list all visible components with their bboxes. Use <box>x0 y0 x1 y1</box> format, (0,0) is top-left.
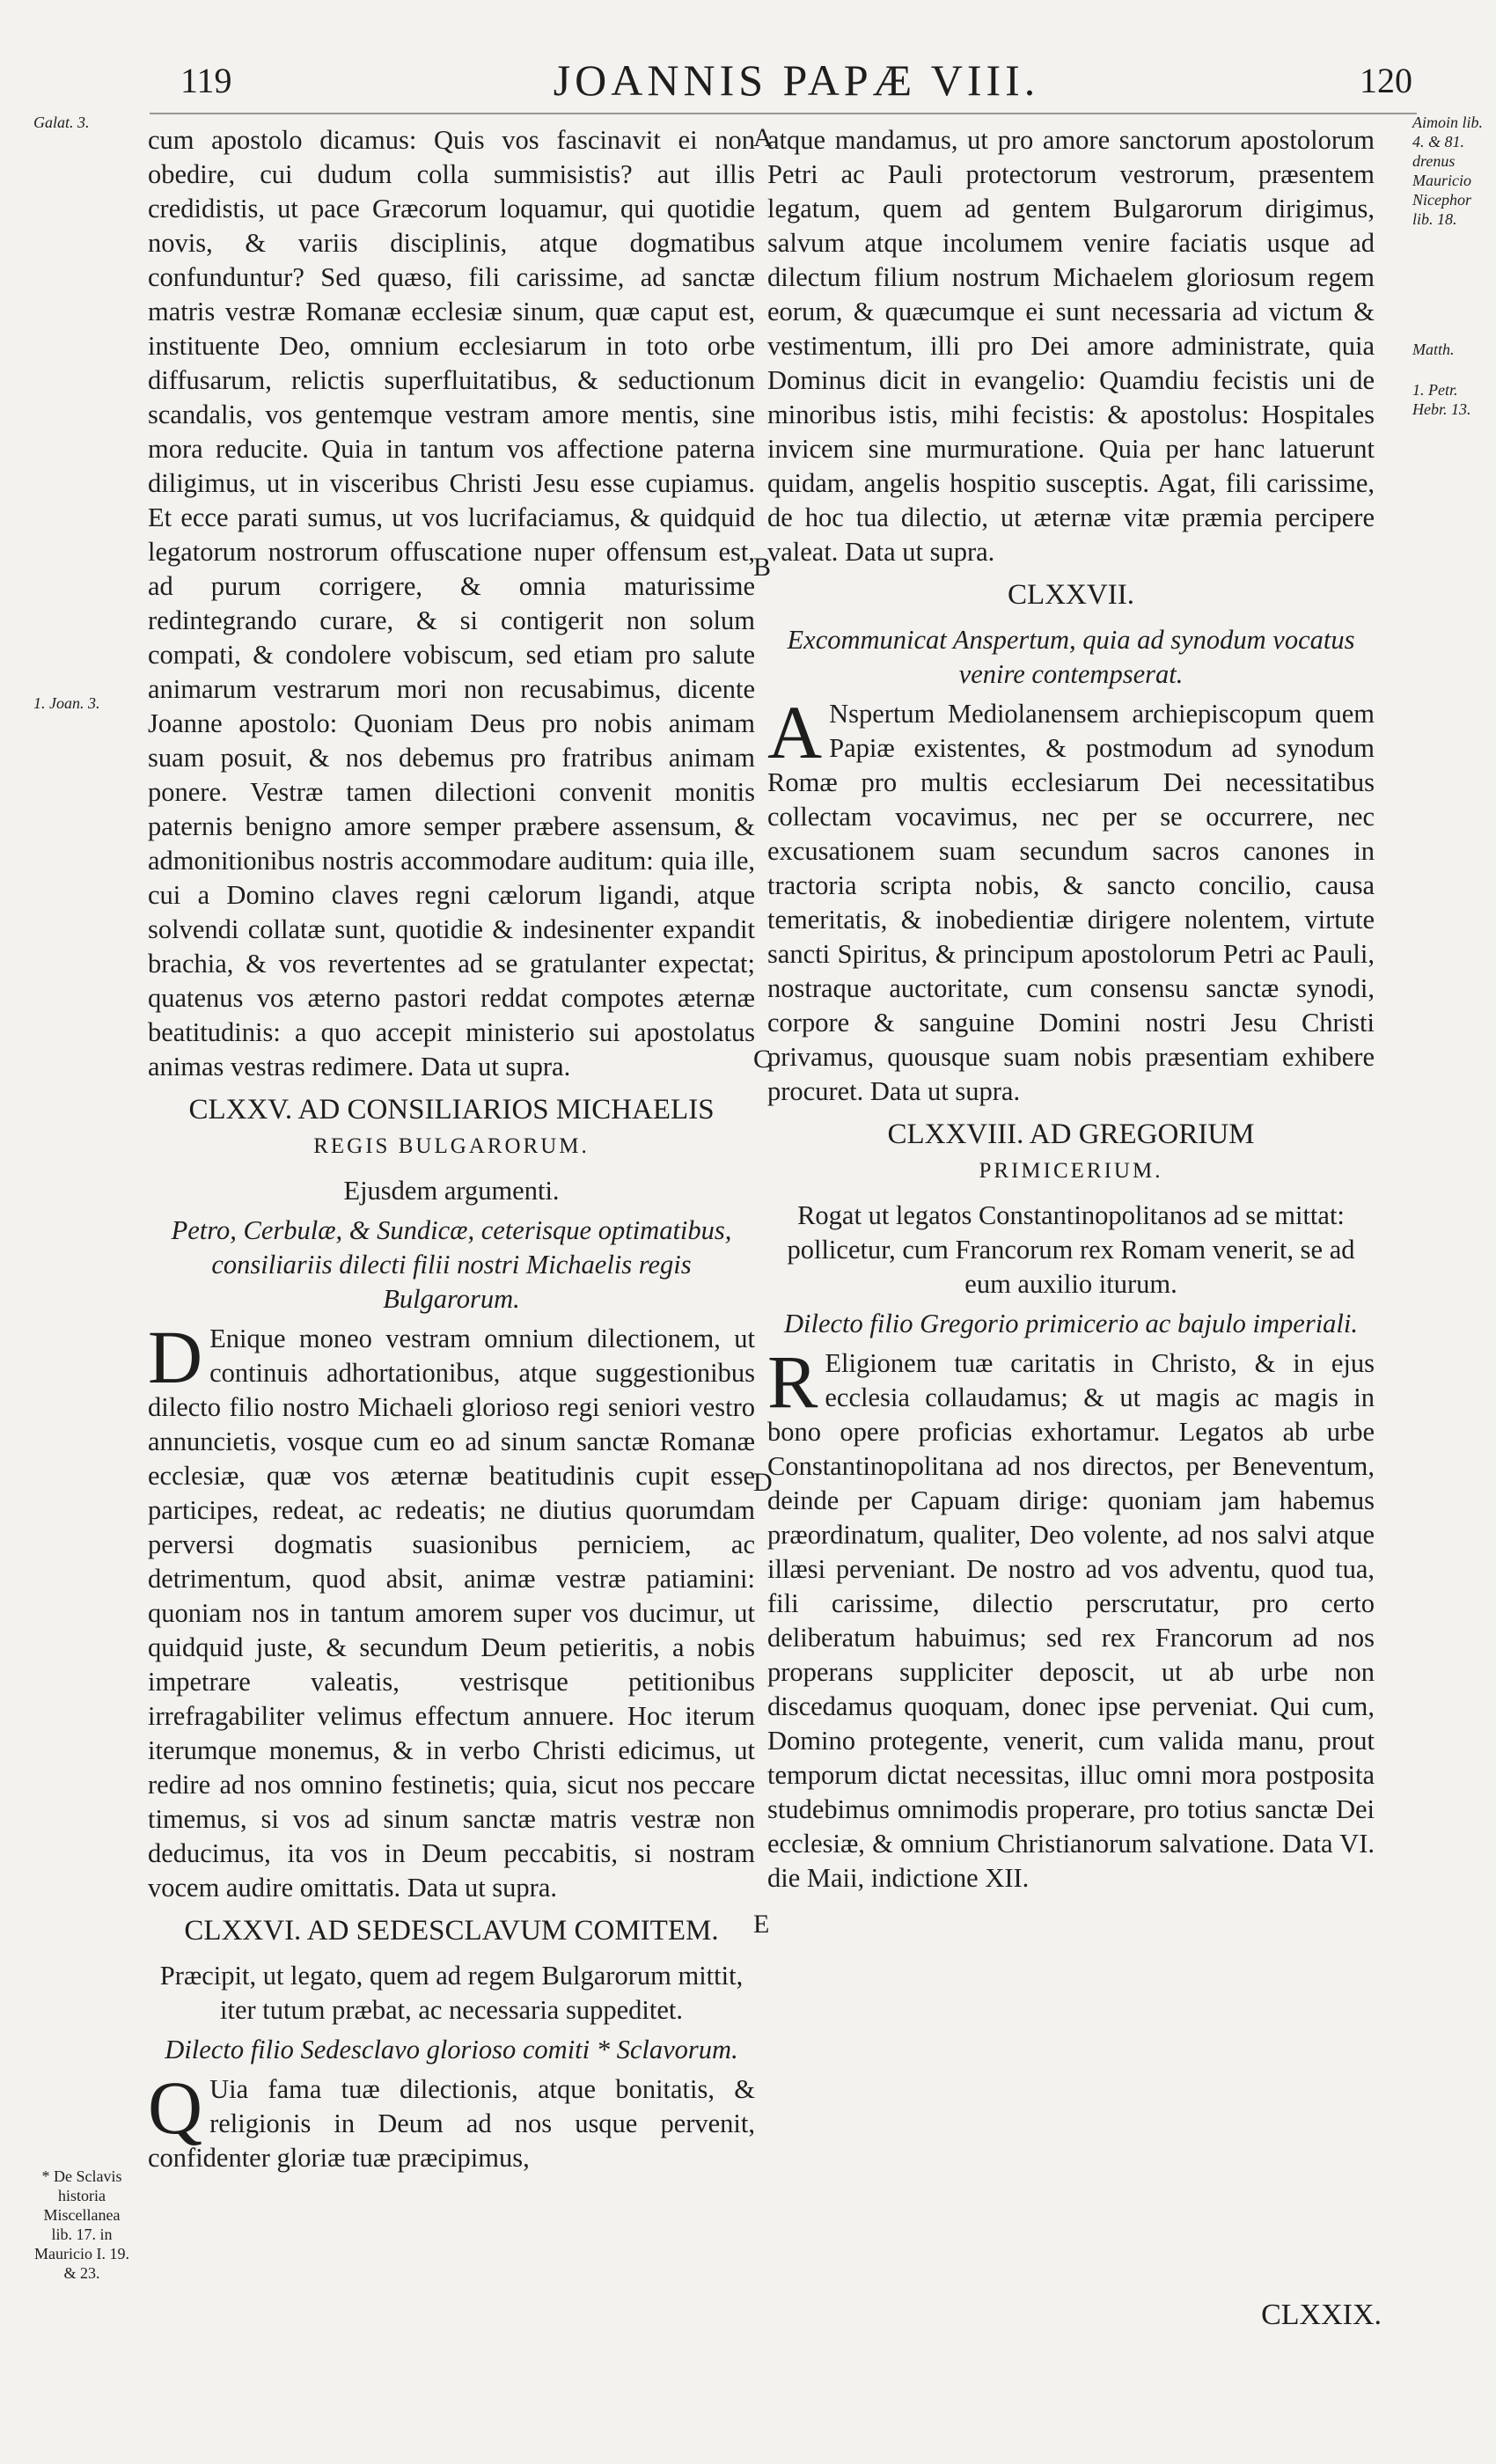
heading-clxxvi-main: CLXXVI. AD SEDESCLAVUM COMITEM. <box>184 1915 719 1947</box>
heading-clxxv-main: CLXXV. AD CONSILIARIOS MICHAELIS <box>188 1094 715 1126</box>
section-letter-e: E <box>753 1910 770 1939</box>
letter-clxxv-text: Enique moneo vestram omnium dilectionem, ut continuis adhortationibus, atque suggestionibus dilecto filio nostro Michaeli glorioso regi seniori vestro annuncietis, vosque cum eo ad sinum sanctæ Romanæ ecclesiæ, quæ vos æternæ beatitudinis cupit esse participes, redeat, ac redeatis; ne diutius quorumdam perversi dogmatis suasionibus perniciem, ac detrimentum, quod absit, animæ vestræ patiamini: quoniam nos in tantum amorem super vos ducimur, ut quidquid juste, & secundum Deum petieritis, a nobis impetrare valeatis, vestrisque petitionibus irrefragabiliter velimus effectum annuere. Hoc iterum iterumque monemus, & in verbo Christi edicimus, ut redire ad nos omnino festinetis; quia, sicut nos peccare timemus, si vos ad sinum sanctæ matris vestræ non deducimus, ita vos in Deum peccabitis, si nostram vocem audire omittatis. Data ut supra. <box>148 1324 755 1903</box>
summary-clxxvii: Excommunicat Anspertum, quia ad synodum vocatus venire contempserat. <box>787 625 1355 689</box>
heading-clxxvi <box>148 1914 755 1948</box>
heading-clxxviii-sub: PRIMICERIUM. <box>979 1159 1163 1183</box>
summary-clxxv: Ejusdem argumenti. <box>343 1176 560 1206</box>
letter-clxxviii-text: Eligionem tuæ caritatis in Christo, & in ejus ecclesia collaudamus; & ut magis ac magis in bono opere proficias exhortamur. Legatos ab urbe Constantinopolitana ad nos directos, per Beneventum, deinde per Capuam dirige: quoniam jam habemus præordinatum, qualiter, Deo volente, ad nos salvi atque illæsi perveniant. De nostro ad vos adventu, quod tua, fili carissime, dilectio perscrutatur, pro certo deliberatum habuimus; sed rex Francorum ad nos properans suppliciter deposcit, ut ab urbe non discedamus quoquam, donec ipse perveniat. Qui cum, Domino protegente, venerit, cum valida manu, prout temporum dictat necessitas, illuc omni mora postposita studebimus omnimodis properare, pro totius sanctæ Dei ecclesiæ, & omnium Christianorum salvatione. Data VI. die Maii, indictione XII. <box>767 1348 1375 1893</box>
heading-clxxvii-main: CLXXVII. <box>1008 579 1134 611</box>
letter-clxxvi-body <box>148 2065 755 2175</box>
heading-clxxv <box>148 1093 755 1163</box>
drop-cap-q: Q <box>148 2065 203 2150</box>
header-rule <box>150 113 1417 114</box>
heading-clxxviii <box>767 1118 1375 1188</box>
letter-clxxv-body <box>148 1315 755 1905</box>
left-column <box>148 123 755 2181</box>
heading-clxxviii-main: CLXXVIII. AD GREGORIUM <box>887 1118 1255 1150</box>
left-para-1: cum apostolo dicamus: Quis vos fascinavit ei non obedire, cui dudum colla summisistis? aut illis credidistis, ut pace Græcorum loquamur, qui quotidie novis, & variis disciplinis, atque dogmatibus confunduntur? Sed quæso, fili carissime, ad sanctæ matris vestræ Romanæ ecclesiæ sinum, quæ caput est, instituente Deo, omnium ecclesiarum in toto orbe diffusarum, relictis superfluitatibus, & seductionum scandalis, vos gentemque vestram amore mentis, sine mora reducite. Quia in tantum vos affectione paterna diligimus, ut in visceribus Christi Jesu esse cupiamus. Et ecce parati sumus, ut vos lucrifaciamus, & quidquid legatorum nostrorum offuscatione nuper offensum est, ad purum corrigere, & omnia maturissime redintegrando curare, & si contigerit non solum compati, & condolere vobiscum, sed etiam pro salute animarum vestrarum mori non recusabimus, dicente Joanne apostolo: Quoniam Deus pro nobis animam suam posuit, & nos debemus pro fratribus animam ponere. Vestræ tamen dilectioni convenit monitis paternis benigno amore semper præbere assensum, & admonitionibus nostris accommodare auditum: quia ille, cui a Domino claves regni cælorum ligandi, atque solvendi collatæ sunt, quotidie & indesinenter expandit brachia, & vos revertentes ad se gratulanter expectat; quatenus vos æterno pastori reddat compotes æternæ beatitudinis: a quo accepit ministerio sui apostolatus animas vestras redimere. Data ut supra. <box>148 125 755 1082</box>
margin-note-aimoin-text: Aimoin lib. 4. & 81. drenus Mauricio Nicephor lib. 18. <box>1412 114 1483 228</box>
drop-cap-d: D <box>148 1315 203 1399</box>
drop-cap-a: A <box>767 690 823 774</box>
address-clxxviii: Dilecto filio Gregorio primicerio ac bajulo imperiali. <box>783 1309 1358 1338</box>
heading-clxxv-sub: REGIS BULGARORUM. <box>313 1134 590 1158</box>
page-header <box>180 55 1412 116</box>
page-number-left: 119 <box>180 61 232 100</box>
address-clxxv: Petro, Cerbulæ, & Sundicæ, ceterisque optimatibus, consiliariis dilecti filii nostri Michaelis regis Bulgarorum. <box>171 1215 732 1314</box>
margin-note-sclavis: * De Sclavis historia Miscellanea lib. 17. in Mauricio I. 19. & 23. <box>34 2167 129 2282</box>
letter-clxxvi-text: Uia fama tuæ dilectionis, atque bonitatis, & religionis in Deum ad nos usque pervenit, confidenter gloriæ tuæ præcipimus, <box>148 2074 755 2173</box>
letter-clxxviii-body <box>767 1339 1375 1896</box>
section-letter-c: C <box>753 1045 772 1074</box>
page-number-right: 120 <box>1360 61 1412 100</box>
catchword: CLXXIX. <box>1261 2299 1382 2331</box>
margin-note-petr: 1. Petr. Hebr. 13. <box>1412 381 1471 418</box>
drop-cap-r: R <box>767 1339 818 1424</box>
section-letter-d: D <box>753 1468 773 1497</box>
section-letter-b: B <box>753 553 772 582</box>
margin-note-galat: Galat. 3. <box>33 114 90 131</box>
right-column <box>767 123 1375 1901</box>
summary-clxxviii: Rogat ut legatos Constantinopolitanos ad se mittat: pollicetur, cum Francorum rex Romam venerit, se ad eum auxilio iturum. <box>787 1200 1355 1299</box>
letter-clxxvii-text: Nspertum Mediolanensem archiepiscopum quem Papiæ existentes, & postmodum ad synodum Romæ pro multis ecclesiarum Dei necessitatibus collectam vocavimus, nec per se occurrere, nec excusationem suam secundum sacros canones in tractoria scripta nobis, & sancto concilio, causa temeritatis, & inobedientiæ dirigere nolentem, virtute sancti Spiritus, & principum apostolorum Petri ac Pauli, nostraque auctoritate, cum consensu sanctæ synodi, corpore & sanguine Domini nostri Jesu Christi privamus, quousque suam nobis præsentiam exhibere procuret. Data ut supra. <box>767 699 1375 1106</box>
right-para-1: atque mandamus, ut pro amore sanctorum apostolorum Petri ac Pauli protectorum vestrorum, præsentem legatum, quem ad gentem Bulgarorum dirigimus, salvum atque incolumem venire faciatis usque ad dilectum filium nostrum Michaelem gloriosum regem eorum, & quæcumque ei sunt necessaria ad victum & vestimentum, illi pro Dei amore administrate, quia Dominus dicit in evangelio: Quamdiu fecistis uni de minoribus istis, mihi fecistis: & apostolus: Hospitales invicem sine murmuratione. Quia per hanc latuerunt quidam, angelis hospitio susceptis. Agat, fili carissime, de hoc tua dilectio, ut æternæ vitæ præmia percipere valeat. Data ut supra. <box>767 125 1375 567</box>
letter-clxxvii-body <box>767 690 1375 1109</box>
margin-note-matth: Matth. <box>1412 341 1455 358</box>
section-letter-a: A <box>753 123 773 152</box>
summary-clxxvi: Præcipit, ut legato, quem ad regem Bulgarorum mittit, iter tutum præbat, ac necessaria suppeditet. <box>159 1961 744 2025</box>
address-clxxvi: Dilecto filio Sedesclavo glorioso comiti * Sclavorum. <box>165 2035 738 2064</box>
heading-clxxvii <box>767 578 1375 612</box>
margin-note-joan: 1. Joan. 3. <box>33 694 100 712</box>
running-title: JOANNIS PAPÆ VIII. <box>553 55 1040 105</box>
